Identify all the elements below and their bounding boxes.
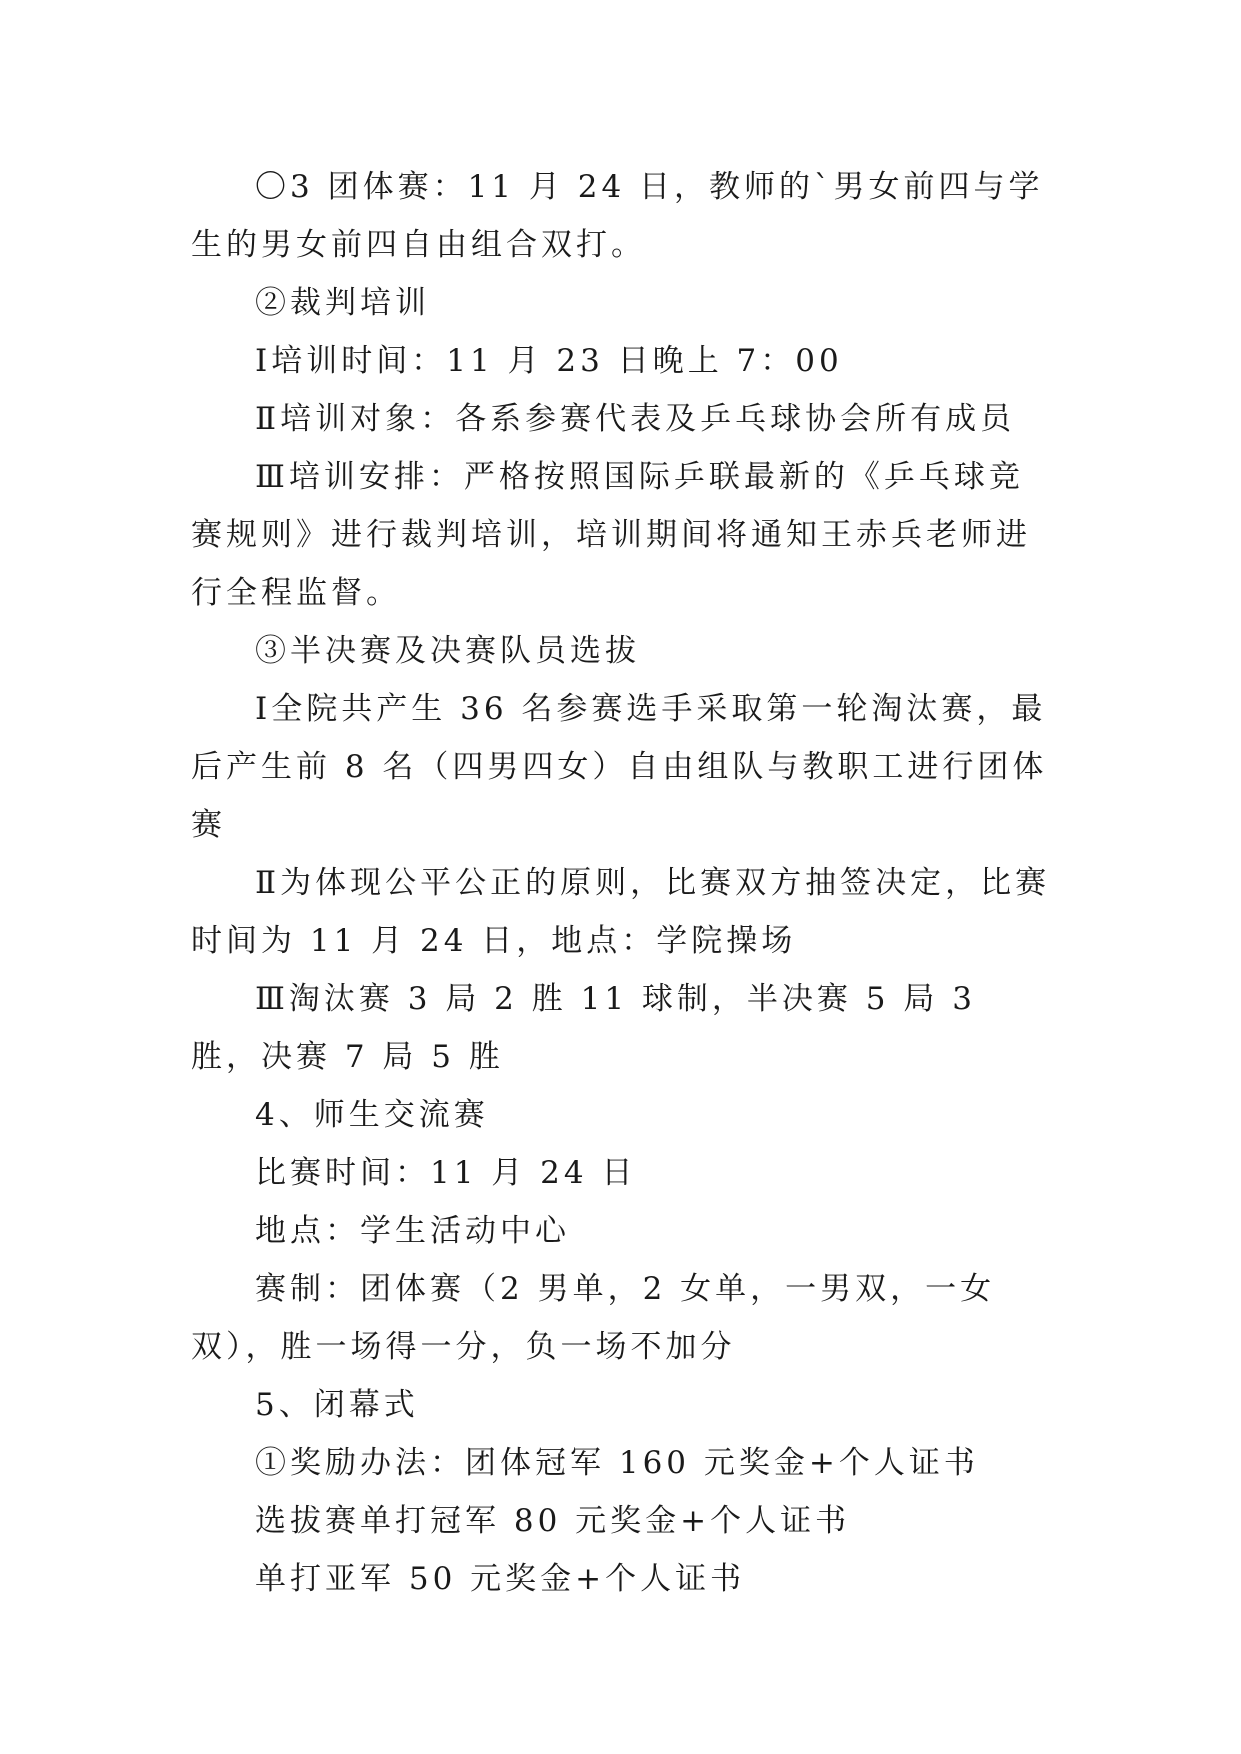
heading-player-selection: ③半决赛及决赛队员选拔 — [255, 633, 640, 669]
paragraph-selection-first-round: Ⅰ全院共产生 36 名参赛选手采取第一轮淘汰赛，最后产生前 8 名（四男四女）自由组队与教职工进行团体赛 — [191, 691, 1048, 843]
document-body — [191, 158, 1051, 1608]
paragraph-award-singles-champion: 选拔赛单打冠军 80 元奖金+个人证书 — [255, 1503, 851, 1539]
paragraph-award-team: ①奖励办法：团体冠军 160 元奖金+个人证书 — [255, 1445, 979, 1481]
paragraph-exchange-location: 地点：学生活动中心 — [255, 1213, 570, 1249]
paragraph-team-match: 〇3 团体赛：11 月 24 日，教师的`男女前四与学生的男女前四自由组合双打。 — [191, 169, 1044, 263]
paragraph-selection-draw: Ⅱ为体现公平公正的原则，比赛双方抽签决定，比赛时间为 11 月 24 日，地点：学院操场 — [191, 865, 1051, 959]
paragraph-match-format: Ⅲ淘汰赛 3 局 2 胜 11 球制，半决赛 5 局 3 胜，决赛 7 局 5 胜 — [191, 981, 976, 1075]
paragraph-exchange-rules: 赛制：团体赛（2 男单，2 女单，一男双，一女双），胜一场得一分，负一场不加分 — [191, 1271, 996, 1365]
heading-closing-ceremony: 5、闭幕式 — [255, 1387, 419, 1423]
paragraph-training-time: Ⅰ培训时间：11 月 23 日晚上 7：00 — [255, 343, 843, 379]
heading-exchange-match: 4、师生交流赛 — [255, 1097, 489, 1133]
paragraph-exchange-time: 比赛时间：11 月 24 日 — [255, 1155, 637, 1191]
paragraph-award-singles-runner-up: 单打亚军 50 元奖金+个人证书 — [255, 1561, 746, 1597]
paragraph-training-target: Ⅱ培训对象：各系参赛代表及乒乓球协会所有成员 — [255, 401, 1016, 437]
heading-referee-training: ②裁判培训 — [255, 285, 430, 321]
paragraph-training-arrangement: Ⅲ培训安排：严格按照国际乒联最新的《乒乓球竞赛规则》进行裁判培训，培训期间将通知王赤兵老师进行全程监督。 — [191, 459, 1031, 611]
